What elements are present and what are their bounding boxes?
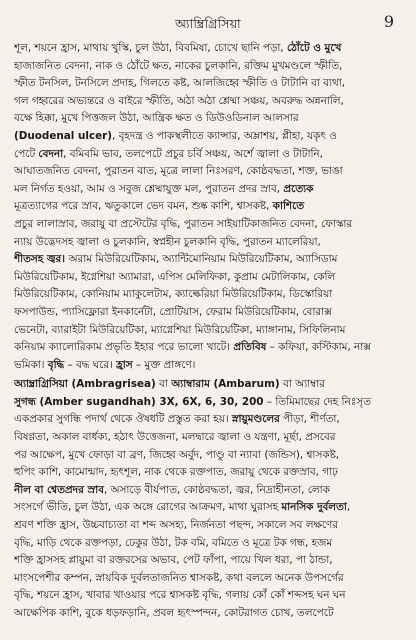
text-run: মিউরিয়েটিকাম, ইগ্নেশিয়া অ্যামারা, এপিস মেলিফিকা, কুপ্রাম মেটালিকাম, কেলি (14, 270, 336, 283)
bold-text: বৃদ্ধি (47, 358, 65, 371)
text-line (14, 128, 402, 146)
text-line (14, 198, 402, 216)
text-line (14, 447, 402, 465)
text-run: ন্যায় উদ্ভেদসহ জ্বালা ও চুলকানি, স্বপ্নহীন চুলকানি বৃদ্ধি, পুরাতন ম্যালেরিয়া, (14, 235, 321, 248)
text-line (14, 482, 402, 500)
text-line (14, 234, 402, 252)
text-run: ভমিকা। (14, 358, 48, 371)
text-line (14, 181, 402, 199)
bold-text: শীতসহ জ্বর। (14, 253, 69, 266)
bold-text: মানসিক দুর্বলতা (281, 501, 347, 514)
text-run: মাংসপেশীর কম্পন, স্নায়বিক দুর্বলতাজনিত শ্বাসকষ্ট, কথা বললে অনেক উপসর্গের (14, 571, 344, 584)
bold-text: (Duodenal ulcer) (14, 129, 113, 142)
running-title: অ্যাম্ব্রিগ্রিসিয়া (175, 16, 241, 31)
text-run: ভেনেটা, ব্যারাইটা মিউরিয়েটিকা, ম্যাগ্নেশিয়া মিউরিয়েটিকা, ম্যাঙ্গানাম, সিফিলিনাম (14, 323, 346, 336)
text-line (14, 464, 402, 482)
text-line (14, 216, 402, 234)
text-run: একপ্রকার সুগন্ধি পদার্থ থেকে ঔষধটি প্রস্তুত করা হয়। (14, 413, 232, 426)
text-run: বা (155, 378, 172, 391)
text-line (14, 322, 402, 340)
paragraph (14, 40, 402, 374)
text-run: হুপিং কাশি, কামোন্মাদ, হৃৎশূল, নাক থেকে রক্তপাত, জরায়ু থেকে রক্তস্রাব, গাঢ় (14, 466, 338, 479)
text-run: শক্তি হ্রাসসহ প্লায়ুমা বা রক্তরসের অভাব, পেট ফাঁপা, পায়ে খিল ধরা, পা ঠান্ডা, (14, 554, 333, 567)
bold-text: প্রতিবিষ (233, 341, 267, 354)
text-line (14, 40, 402, 58)
text-line (14, 58, 402, 76)
text-run: কনিয়াম ক্যালোরিকাম প্রভৃতি ইহার পরে ভালো খাটে। (14, 341, 234, 354)
text-run: মূত্রত্যাগের পরে স্রাব, ঋতুকালে ভেদ বমন, শুষ্ক কাশি, শ্বাসকষ্ট, (14, 200, 273, 213)
text-line (14, 286, 402, 304)
text-run: বা অ্যাম্বার (279, 378, 325, 391)
text-line (14, 411, 402, 429)
paragraph (14, 376, 402, 622)
bold-text: নীল বা শ্বেতপ্রদর স্রাব (14, 483, 104, 496)
text-line (14, 499, 402, 517)
text-line (14, 517, 402, 535)
text-line (14, 93, 402, 111)
text-run: , অসাড়ে বীর্যপাত, কোষ্ঠবদ্ধতা, জ্বর, নিদ্রাহীনতা, লোক (103, 483, 330, 496)
text-line (14, 570, 402, 588)
text-line (14, 429, 402, 447)
text-line (14, 376, 402, 394)
text-run: শূল, শয়নে হ্রাস, মাথায় খুস্কি, চুল উঠা, বিবমিষা, চোখে ছানি পড়া, (14, 42, 287, 54)
text-line (14, 394, 402, 412)
text-run: – কফিয়া, কস্টিকাম, নাক্স (266, 341, 371, 354)
text-run: আক্ষেপিক কাশি, বুকে ধড়ফড়ানি, প্রবল হৃৎস্পন্দন, কোটরাগত চোখ, তলপেটে (14, 607, 334, 619)
text-line (14, 339, 402, 357)
bold-text: হ্রাস (116, 358, 133, 371)
text-run: বৃদ্ধি, শয়নে হ্রাস, খাবার খাওয়ার পরে শ্বাসকষ্ট বৃদ্ধি, গলায় কোঁ কোঁ শব্দসহ ঘন ঘন (14, 589, 346, 602)
text-run: পীড়া, শীর্ণতা, (279, 413, 340, 426)
text-line (14, 251, 402, 269)
bold-text: স্নায়ুমণ্ডলের (231, 413, 280, 426)
text-line (14, 163, 402, 181)
bold-text: অ্যাম্বারাম (Ambarum) (171, 378, 280, 391)
page-header (14, 10, 402, 40)
page-number: 9 (383, 12, 394, 31)
text-run: পর আক্ষেপ, মুখে ফোড়া বা ব্রণ, জিহ্বে অর্বুদ, পাণ্ডু বা ন্যাবা (জন্ডিস), শ্বাসকষ্ট, (14, 448, 340, 461)
bold-text: সুগন্ধ (Amber sugandhah) 3X, 6X, 6, 30, 200 (14, 395, 264, 408)
text-run: মল নির্গত হওয়া, আম ও সবুজ শ্লেষ্মাযুক্ত মল, পুরাতন প্রদর স্রাব, (14, 182, 284, 195)
bold-text: বেদনা (38, 147, 64, 160)
bold-text: অ্যাম্ব্রাগ্রিসিয়া (Ambragrisea) (14, 378, 156, 391)
text-run: স্ফীত টনসিল, টনসিলে প্রদাহ, গিলতে কষ্ট, আলজিহ্বে স্ফীতি ও টাটানি বা ব্যথা, (14, 77, 346, 90)
text-line (14, 552, 402, 570)
text-run: , বৃহদন্ত্র ও পাকস্থলীতে ক্যান্সার, অম্লাশয়, প্লীহা, যকৃৎ ও (112, 129, 337, 142)
text-line (14, 269, 402, 287)
text-run: অরাম মিউরিয়েটিকাম, অ্যান্টিমোনিয়াম মিউরিয়েটিকাম, অ্যাসিডাম (68, 253, 338, 266)
text-line (14, 587, 402, 605)
text-run: গল গহ্বরের অভ্যন্তরে ও বাইরে স্ফীতি, অঠা অঠা শ্লেষ্মা সঞ্চয়, অবরুদ্ধ অন্ননালি, (14, 94, 344, 107)
body-text (14, 40, 402, 623)
text-run: আঘাতজনিত বেদনা, পুরাতন বাত, মূত্রে লালা নিঃসরণ, কোষ্ঠবদ্ধতা, শক্ত, ভাঙা (14, 165, 343, 178)
text-run: শ্রবণ শক্তি হ্রাস, উচ্চবাচ্যতা বা শব্দ অসহ্য, নির্জনতা পছন্দ, সকালে সব লক্ষণের (14, 519, 339, 532)
text-run: সংসর্গে ভীতি, চুল উঠা, এক অঙ্গে রোগের আক্রমণ, মাথা ঘুরাসহ (14, 501, 282, 514)
text-line (14, 75, 402, 93)
text-run: ফসপাউন্ড, প্যাসিফ্লোরা ইনকার্নেটা, প্রোটিয়াস, ফেরাম মিউরিয়েটিকাম, বোরাক্স (14, 305, 332, 318)
text-line (14, 146, 402, 164)
text-run: , (346, 501, 351, 514)
text-run: বিষণ্ণতা, অকাল বার্ধক্য, হঠাৎ উত্তেজনা, মলদ্বারে জ্বালা ও যন্ত্রণা, মূর্ছা, প্রসবের (14, 431, 336, 444)
text-run: বক্ষে হিক্কা, মুখে পিত্তজল উঠা, আন্ত্রিক ক্ষত ও ডিউওডিনাল আলসার (14, 112, 299, 125)
bold-text: কাশিতে (272, 200, 305, 213)
text-run: পেটে (14, 147, 39, 160)
text-line (14, 605, 402, 623)
text-run: হাজাজনিত বেদনা, নাক ও ঠোঁটে ক্ষত, নাকের চুলকানি, রক্তিম মুখমণ্ডলে স্ফীতি, (14, 59, 343, 72)
text-line (14, 535, 402, 553)
text-run: মিউরিয়েটিকাম, কোনিয়াম ম্যাকুলেটাম, ক্যাল্কেরিয়া মিউরিয়েটিকাম, ডিস্কোরিয়া (14, 288, 333, 301)
text-run: প্রচুর লালাস্রাব, জরায়ু বা প্রস্টেটের বৃদ্ধি, পুরাতন সাইয়াটিকাজনিত বেদনা, ফোস্কার (14, 217, 353, 230)
text-line (14, 357, 402, 375)
text-line (14, 110, 402, 128)
text-run: বৃদ্ধি, মাড়ি থেকে রক্তপড়া, ঢেকুর উঠা, টক বমি, বমিতে ও মূত্রে টক গন্ধ, হজম (14, 536, 333, 549)
text-run: – তিমিমাছের দেহ নিঃসৃত (263, 395, 371, 408)
text-run: – মুক্ত প্রাঙ্গণে। (132, 358, 196, 371)
text-run: , বমিবমি ভাব, তলপেটে প্রচুর চর্বি সঞ্চয়, অর্শে জ্বালা ও টাটানি, (63, 147, 323, 160)
text-run: – বদ্ধ ঘরে। (64, 358, 117, 371)
text-line (14, 304, 402, 322)
bold-text: ঠোঁটে ও মুখে (287, 42, 342, 54)
bold-text: প্রত্যেক (283, 182, 314, 195)
